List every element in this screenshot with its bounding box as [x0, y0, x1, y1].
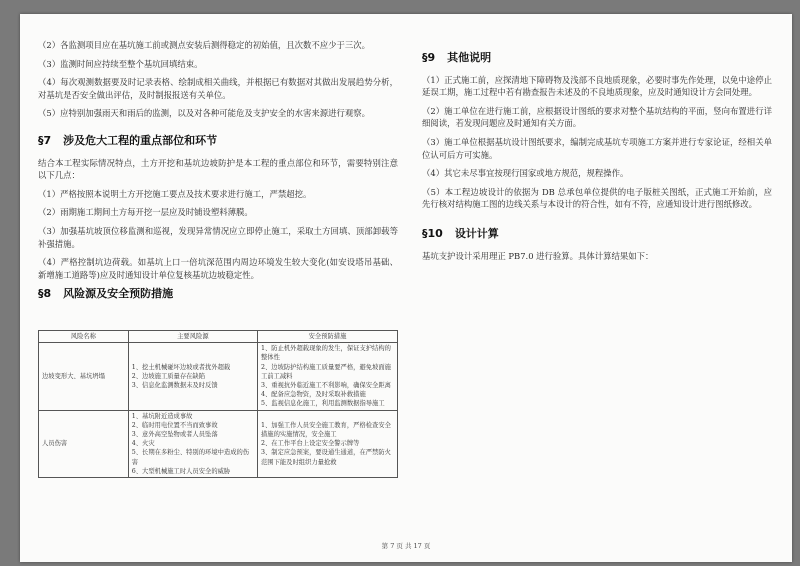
safety-measure-line: 3、制定应急预案，要设通生通道，在严禁防火范围下能及时组织力量抢救	[260, 449, 391, 466]
header-risk-name: 风险名称	[39, 331, 129, 343]
risk-source-cell	[128, 343, 257, 410]
safety-measure-cell	[257, 343, 397, 410]
header-safety-measures: 安全预防措施	[257, 331, 397, 343]
section-7-title: 涉及危大工程的重点部位和环节	[63, 133, 218, 147]
section-10-title: 设计计算	[454, 226, 499, 240]
risk-table	[38, 330, 398, 478]
risk-source-line: 3、信息化监测数据未及时反馈	[131, 382, 218, 390]
risk-source-line: 2、临时用电位置不当而致事故	[131, 421, 218, 429]
risk-source-line: 5、长期在多粉尘、特别的环境中造成的伤害	[131, 449, 250, 466]
safety-measure-line: 3、重视抗外临近施工不利影响，确保安全距离	[260, 382, 391, 390]
risk-source-line: 3、意外高空坠物或者人员坠落	[131, 431, 218, 439]
section-8-heading	[38, 288, 398, 301]
section-10-number: §10	[422, 226, 443, 240]
sec9-para-4: （4）其它未尽事宜按现行国家或地方规范，规程操作。	[422, 168, 629, 179]
risk-name-cell: 人员伤害	[39, 410, 129, 477]
risk-source-line: 1、基坑附近造成事故	[131, 412, 193, 420]
safety-measure-line: 1、加强工作人员安全施工教育，严格检查安全措施的实施情况，安全施工	[260, 421, 391, 439]
table-header-row	[39, 331, 398, 343]
risk-source-line: 4、火灾	[131, 440, 155, 448]
section-9-heading	[422, 52, 772, 65]
risk-source-line: 2、边坡施工质量存在缺陷	[131, 372, 206, 380]
page-number: 第 7 页 共 17 页	[381, 542, 431, 550]
risk-source-line: 1、挖土机械碰坏边坡或者扰外超载	[131, 363, 231, 371]
section-8-title: 风险源及安全预防措施	[63, 287, 174, 301]
section-7-number: §7	[38, 133, 52, 147]
section-9-title: 其他说明	[447, 51, 492, 64]
left-para-2: （3）监测时间应持续至整个基坑回填结束。	[38, 58, 203, 69]
sec9-para-2: （2）施工单位在进行施工前，应根据设计图纸的要求对整个基坑结构的平面，竖向布置进行详细阅读，若发现问题应及时通知有关方面。	[422, 105, 772, 129]
safety-measure-line: 1、防止机外超载现象的发生，保证支护结构的整体性	[260, 345, 391, 362]
section-9-number: §9	[422, 51, 436, 64]
sec7-para-2: （2）雨期施工期间土方每开挖一层应及时铺设塑料薄膜。	[38, 207, 253, 218]
sec7-para-4: （4）严格控制坑边荷载。如基坑上口一倍坑深范围内周边环境发生较大变化(如安设塔吊基础、新增施工道路等)应及时通知设计单位复核基坑边坡稳定性。	[38, 257, 398, 280]
sec7-para-1: （1）严格按照本说明土方开挖施工要点及技术要求进行施工，严禁超挖。	[38, 188, 312, 199]
document-page	[20, 14, 792, 562]
safety-measure-line: 2、在工作平台上设定安全警示牌等	[260, 440, 360, 448]
section-7-heading	[38, 135, 398, 148]
sec9-para-5: （5）本工程边坡设计的依据为 DB 总承包单位提供的电子版桩关图纸，正式施工开始前，应先行核对结构施工图的边线关系与本设计的符合性，如有不符，应通知设计进行图纸修改。	[422, 186, 772, 210]
left-para-1: （2）各监测项目应在基坑施工前或测点安装后测得稳定的初始值，且次数不应少于三次。	[38, 40, 370, 50]
table-row	[39, 410, 398, 477]
sec9-para-3: （3）施工单位根据基坑设计图纸要求，编制完成基坑专项施工方案并进行专家论证，经相关单位认可后方可实施。	[422, 136, 772, 160]
safety-measure-line: 5、监视信息化施工，利用监测数据指导施工	[260, 400, 385, 408]
left-para-4: （5）应特别加强雨天和雨后的监测，以及对各种可能危及支护安全的水害来源进行观察。	[38, 108, 370, 119]
header-risk-source: 主要风险源	[128, 331, 257, 343]
section-8-number: §8	[38, 287, 52, 301]
section-10-heading	[422, 228, 772, 241]
sec7-para-3: （3）加强基坑坡顶位移监测和巡视，发现异常情况应立即停止施工，采取土方回填、顶部卸载等补强措施。	[38, 225, 398, 249]
left-column	[38, 36, 398, 301]
risk-source-line: 6、大型机械施工时人员安全的威胁	[131, 467, 231, 475]
safety-measure-cell	[257, 410, 397, 477]
right-column	[422, 52, 772, 265]
sec9-para-1: （1）正式施工前，应探清地下障碍物及浅部不良地质现象，必要时事先作处理，以免中途停止延误工期，施工过程中若有勘查报告未述及的不良地质现象，应及时通知设计方会同处理。	[422, 74, 772, 98]
left-para-3: （4）每次观测数据要及时记录表格、绘制成相关曲线，并根据已有数据对其做出发展趋势分析，对基坑是否安全做出评估，及时制报报送有关单位。	[38, 77, 398, 100]
risk-name-cell: 边坡变形大、基坑坍塌	[39, 343, 129, 410]
sec10-para: 基坑支护设计采用理正 PB7.0 进行验算。具体计算结果如下：	[422, 250, 654, 261]
risk-source-cell	[128, 410, 257, 477]
sec7-para-intro: 结合本工程实际情况特点，土方开挖和基坑边坡防护是本工程的重点部位和环节，需要特别注意以下几点：	[38, 157, 398, 181]
safety-measure-line: 4、配备应急物资，及时采取补救措施	[260, 391, 366, 399]
table-row	[39, 343, 398, 410]
safety-measure-line: 2、边坡防护结构施工质量要严格，避免坡面施工前工减料	[260, 363, 391, 380]
